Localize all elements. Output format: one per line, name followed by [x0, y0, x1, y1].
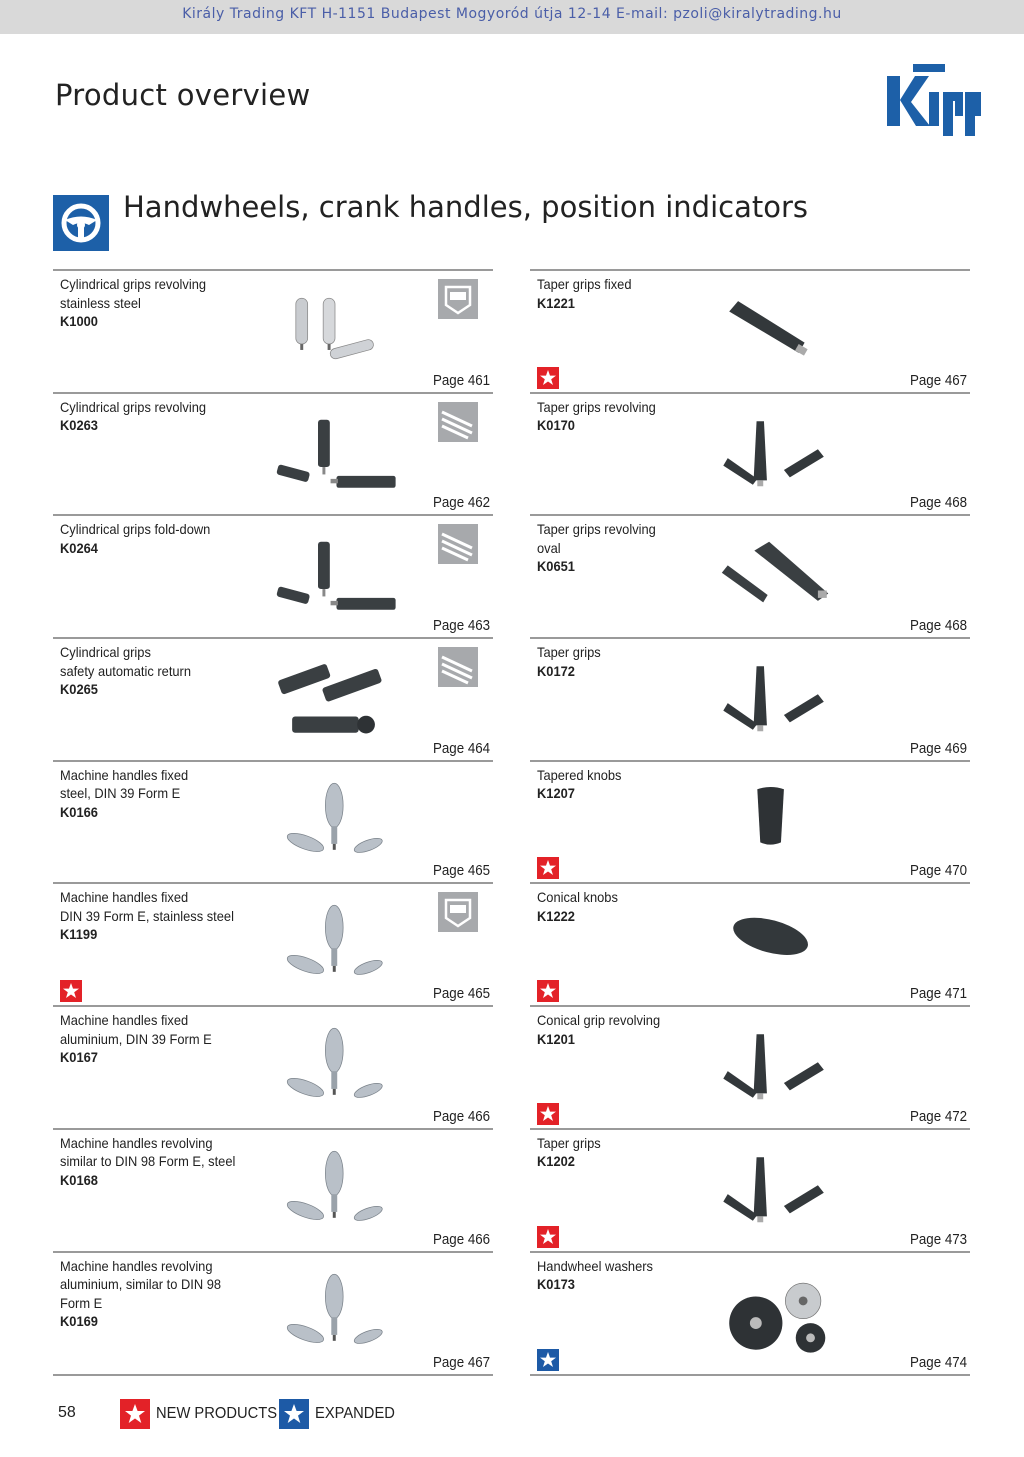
product-name: Taper grips fixed — [537, 276, 632, 292]
product-description — [537, 888, 721, 925]
product-name: Taper grips — [537, 1134, 601, 1151]
page-reference[interactable]: Page 463 — [432, 618, 490, 635]
new-product-star-icon — [537, 367, 559, 389]
product-image — [233, 768, 403, 874]
page-reference[interactable]: Page 464 — [432, 740, 490, 757]
product-item[interactable] — [53, 882, 493, 1005]
product-item[interactable] — [530, 1128, 970, 1251]
product-item[interactable] — [53, 1128, 493, 1251]
product-code: K0651 — [537, 558, 575, 575]
steel-material-icon — [438, 647, 478, 687]
product-name: Conical grip revolving — [537, 1012, 661, 1029]
product-description — [537, 643, 721, 680]
steel-material-icon — [438, 524, 478, 564]
product-name: Taper grips revolving — [537, 521, 656, 538]
legend-new-label: NEW PRODUCTS — [156, 1405, 278, 1422]
page-reference[interactable]: Page 474 — [909, 1354, 967, 1371]
product-description — [537, 275, 721, 312]
product-image — [710, 645, 880, 751]
product-code: K0265 — [60, 681, 98, 698]
product-code: K1207 — [537, 785, 575, 802]
product-image — [233, 522, 403, 628]
legend-expanded-label: EXPANDED — [315, 1405, 395, 1422]
product-item[interactable] — [530, 1005, 970, 1128]
product-code: K0168 — [60, 1171, 98, 1188]
product-description — [537, 1257, 721, 1294]
right-product-column — [530, 269, 970, 1376]
product-item[interactable] — [530, 514, 970, 637]
steel-material-icon — [438, 402, 478, 442]
product-item[interactable] — [53, 392, 493, 515]
product-subtitle: aluminium, similar to DIN 98 Form E — [60, 1276, 222, 1311]
page-reference[interactable]: Page 469 — [909, 740, 967, 757]
page-reference[interactable]: Page 465 — [432, 863, 490, 880]
product-name: Machine handles revolving — [60, 1257, 213, 1274]
product-image — [233, 890, 403, 996]
legend-new-products — [120, 1399, 288, 1429]
product-item[interactable] — [530, 1251, 970, 1376]
product-image — [233, 1136, 403, 1242]
product-item[interactable] — [530, 882, 970, 1005]
page-reference[interactable]: Page 470 — [909, 863, 967, 880]
product-code: K1199 — [60, 926, 98, 943]
product-code: K1201 — [537, 1030, 575, 1047]
product-name: Cylindrical grips fold-down — [60, 521, 211, 538]
product-subtitle: DIN 39 Form E, stainless steel — [60, 907, 234, 924]
product-name: Tapered knobs — [537, 766, 622, 783]
product-description — [60, 1257, 244, 1331]
product-image — [710, 522, 880, 628]
new-product-star-icon — [537, 1103, 559, 1125]
product-image — [710, 768, 880, 874]
product-item[interactable] — [530, 760, 970, 883]
product-name: Conical knobs — [537, 889, 618, 906]
product-code: K0173 — [537, 1276, 575, 1292]
product-description — [537, 1134, 721, 1171]
new-product-star-icon — [537, 857, 559, 879]
page-reference[interactable]: Page 472 — [909, 1108, 967, 1125]
product-description — [60, 1011, 244, 1067]
product-image — [710, 1136, 880, 1242]
product-subtitle: aluminium, DIN 39 Form E — [60, 1030, 212, 1047]
product-description — [537, 1011, 721, 1048]
product-image — [710, 1259, 880, 1365]
product-name: Machine handles fixed — [60, 1012, 189, 1029]
product-name: Cylindrical grips — [60, 644, 151, 661]
page-reference[interactable]: Page 473 — [909, 1231, 967, 1248]
page-reference[interactable]: Page 466 — [432, 1231, 490, 1248]
product-code: K0172 — [537, 662, 575, 679]
product-description — [537, 766, 721, 803]
product-code: K1202 — [537, 1153, 575, 1170]
page-title: Product overview — [55, 78, 311, 112]
product-description — [60, 766, 244, 822]
product-description — [60, 275, 244, 331]
page-reference[interactable]: Page 468 — [909, 495, 967, 512]
product-code: K0263 — [60, 417, 98, 434]
product-code: K1221 — [537, 294, 575, 311]
product-name: Machine handles fixed — [60, 766, 189, 783]
page-reference[interactable]: Page 461 — [432, 372, 490, 389]
star-icon — [279, 1399, 309, 1429]
kipp-logo — [883, 62, 983, 138]
product-name: Handwheel washers — [537, 1257, 653, 1274]
page-reference[interactable]: Page 471 — [909, 986, 967, 1003]
product-description — [60, 398, 244, 435]
product-item[interactable] — [53, 1005, 493, 1128]
stainless-material-icon — [438, 279, 478, 319]
product-image — [710, 890, 880, 996]
product-description — [60, 888, 244, 944]
product-image — [233, 1259, 403, 1365]
product-image — [710, 400, 880, 506]
product-code: K0169 — [60, 1313, 98, 1329]
product-item[interactable] — [530, 392, 970, 515]
product-item[interactable] — [53, 760, 493, 883]
page-reference[interactable]: Page 467 — [432, 1354, 490, 1371]
product-image — [710, 277, 880, 383]
product-subtitle: steel, DIN 39 Form E — [60, 785, 181, 802]
product-item[interactable] — [530, 637, 970, 760]
product-subtitle: oval — [537, 539, 561, 556]
expanded-star-icon — [537, 1349, 559, 1371]
product-image — [710, 1013, 880, 1119]
product-description — [537, 398, 721, 435]
product-code: K0167 — [60, 1049, 98, 1066]
product-image — [233, 400, 403, 506]
product-name: Cylindrical grips revolving — [60, 398, 207, 415]
product-name: Taper grips — [537, 644, 601, 661]
product-subtitle: stainless steel — [60, 294, 141, 311]
product-image — [233, 277, 403, 383]
contact-header-bar: Király Trading KFT H-1151 Budapest Mogyoród útja 12-14 E-mail: pzoli@kiralytrading.hu — [0, 0, 1024, 34]
page-reference[interactable]: Page 467 — [909, 372, 967, 389]
product-item[interactable] — [53, 1251, 493, 1376]
product-subtitle: safety automatic return — [60, 662, 192, 679]
product-image — [233, 1013, 403, 1119]
new-product-star-icon — [537, 1226, 559, 1248]
page-number: 58 — [58, 1404, 76, 1421]
page-reference[interactable]: Page 466 — [432, 1108, 490, 1125]
product-description — [537, 520, 721, 576]
new-product-star-icon — [60, 980, 82, 1002]
star-icon — [120, 1399, 150, 1429]
legend-expanded — [279, 1399, 402, 1429]
product-code: K0170 — [537, 417, 575, 434]
product-description — [60, 643, 244, 699]
product-code: K1222 — [537, 907, 575, 924]
page-reference[interactable]: Page 468 — [909, 618, 967, 635]
product-code: K0264 — [60, 539, 98, 556]
product-name: Machine handles fixed — [60, 889, 189, 906]
product-item[interactable] — [53, 269, 493, 392]
page-reference[interactable]: Page 465 — [432, 986, 490, 1003]
page-reference[interactable]: Page 462 — [432, 495, 490, 512]
left-product-column — [53, 269, 493, 1376]
product-name: Taper grips revolving — [537, 398, 656, 415]
section-title: Handwheels, crank handles, position indicators — [123, 190, 809, 224]
new-product-star-icon — [537, 980, 559, 1002]
product-item[interactable] — [53, 637, 493, 760]
product-description — [60, 1134, 244, 1190]
product-code: K0166 — [60, 803, 98, 820]
stainless-material-icon — [438, 892, 478, 932]
product-name: Cylindrical grips revolving — [60, 276, 207, 292]
product-item[interactable] — [53, 514, 493, 637]
product-subtitle: similar to DIN 98 Form E, steel — [60, 1153, 236, 1170]
product-item[interactable] — [530, 269, 970, 392]
steering-wheel-icon — [53, 195, 109, 251]
product-code: K1000 — [60, 313, 98, 329]
product-image — [233, 645, 403, 751]
product-name: Machine handles revolving — [60, 1134, 213, 1151]
product-description — [60, 520, 244, 557]
